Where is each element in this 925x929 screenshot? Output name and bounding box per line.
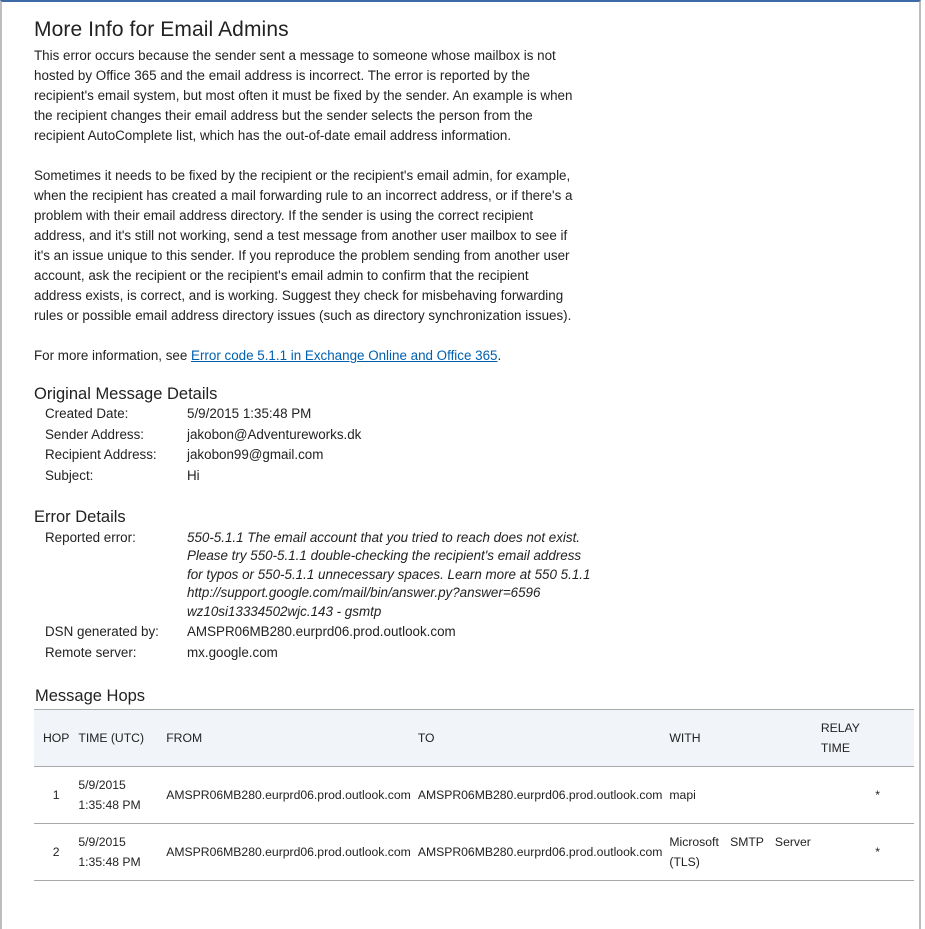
hop-relay-time: *	[821, 824, 914, 881]
explanation-paragraph-1: This error occurs because the sender sent a message to someone whose mailbox is not hosted by Office 365 and the email address is incorrect. The error is reported by the recipient's email system, but most often it must be fixed by the sender. An example is when the recipient changes their email address but the sender selects the person from the recipient AutoComplete list, which has the out-of-date email address information.	[34, 48, 573, 143]
ndr-content	[34, 18, 914, 881]
hop-with: mapi	[669, 767, 820, 824]
column-header-from: FROM	[166, 710, 418, 767]
table-row	[34, 824, 914, 881]
remote-server-label: Remote server:	[45, 644, 137, 660]
hop-number: 1	[34, 767, 78, 824]
dsn-row	[45, 622, 914, 643]
relay-header-line-2: TIME	[820, 741, 850, 756]
hop-date: 5/9/2015	[78, 835, 126, 850]
hop-from: AMSPR06MB280.eurprd06.prod.outlook.com	[166, 767, 418, 824]
hop-clock: 1:35:48 PM	[78, 798, 141, 813]
reported-error-line-1: 550-5.1.1 The email account that you tried to reach does not exist.	[187, 530, 581, 545]
error-details-heading: Error Details	[34, 508, 126, 526]
remote-server-row	[45, 643, 914, 664]
column-header-hop: HOP	[34, 710, 78, 767]
more-info-prefix: For more information, see	[34, 348, 192, 363]
reported-error-value	[187, 529, 597, 621]
column-header-with: WITH	[669, 710, 820, 767]
recipient-address-row	[45, 445, 914, 466]
remote-server-value: mx.google.com	[187, 644, 278, 660]
column-header-time: TIME (UTC)	[78, 710, 166, 767]
page-title: More Info for Email Admins	[34, 18, 289, 41]
reported-error-row	[45, 529, 914, 621]
original-message-details	[45, 404, 914, 486]
reported-error-line-3: for typos or 550-5.1.1 unnecessary spaces. Learn more at 550 5.1.1	[187, 566, 591, 582]
hop-clock: 1:35:48 PM	[78, 855, 141, 870]
dsn-label: DSN generated by:	[45, 624, 159, 640]
hop-to: AMSPR06MB280.eurprd06.prod.outlook.com	[418, 824, 670, 881]
error-code-link[interactable]: Error code 5.1.1 in Exchange Online and Office 365	[191, 348, 498, 363]
more-info-line	[34, 346, 579, 366]
hop-relay-time: *	[821, 767, 914, 824]
original-message-heading: Original Message Details	[34, 385, 218, 403]
hop-from: AMSPR06MB280.eurprd06.prod.outlook.com	[166, 824, 418, 881]
column-header-to: TO	[418, 710, 670, 767]
column-header-relay-time	[821, 710, 914, 767]
recipient-address-value: jakobon99@gmail.com	[187, 447, 324, 462]
created-date-label: Created Date:	[45, 406, 129, 421]
sender-address-value: jakobon@Adventureworks.dk	[187, 426, 362, 442]
relay-header-line-1: RELAY	[820, 721, 860, 736]
subject-row	[45, 466, 914, 487]
hop-date: 5/9/2015	[78, 778, 126, 793]
sender-address-row	[45, 425, 914, 446]
more-info-suffix: .	[497, 348, 502, 363]
reported-error-line-2: Please try 550-5.1.1 double-checking the recipient's email address	[187, 548, 582, 564]
hop-time	[78, 824, 166, 881]
hop-number: 2	[34, 824, 78, 881]
message-hops-heading: Message Hops	[35, 687, 146, 706]
subject-value: Hi	[187, 467, 200, 483]
recipient-address-label: Recipient Address:	[45, 447, 157, 462]
error-details	[45, 529, 914, 663]
created-date-row	[45, 404, 914, 425]
subject-label: Subject:	[45, 467, 94, 483]
explanation-paragraph-2: Sometimes it needs to be fixed by the recipient or the recipient's email admin, for example, when the recipient has created a mail forwarding rule to an incorrect address, or if there's a problem with their email address directory. If the sender is using the correct recipient address, and it's still not working, send a test message from another user mailbox to see if it's an issue unique to this sender. If you reproduce the problem sending from another user account, ask the recipient or the recipient's email admin to confirm that the recipient address exists, is correct, and is working. Suggest they check for misbehaving forwarding rules or possible email address directory issues (such as directory synchronization issues).	[34, 168, 573, 323]
hop-to: AMSPR06MB280.eurprd06.prod.outlook.com	[418, 767, 670, 824]
message-hops-table	[34, 709, 914, 881]
hop-time	[78, 767, 166, 824]
sender-address-label: Sender Address:	[45, 426, 145, 442]
created-date-value: 5/9/2015 1:35:48 PM	[187, 406, 312, 421]
reported-error-line-4: http://support.google.com/mail/bin/answer.py?answer=6596	[187, 585, 541, 601]
table-header-row	[34, 710, 914, 767]
table-row	[34, 767, 914, 824]
dsn-value: AMSPR06MB280.eurprd06.prod.outlook.com	[187, 624, 456, 640]
reported-error-label: Reported error:	[45, 530, 136, 545]
hop-with: Microsoft SMTP Server (TLS)	[669, 824, 820, 881]
reported-error-line-5: wz10si13334502wjc.143 - gsmtp	[187, 603, 382, 619]
